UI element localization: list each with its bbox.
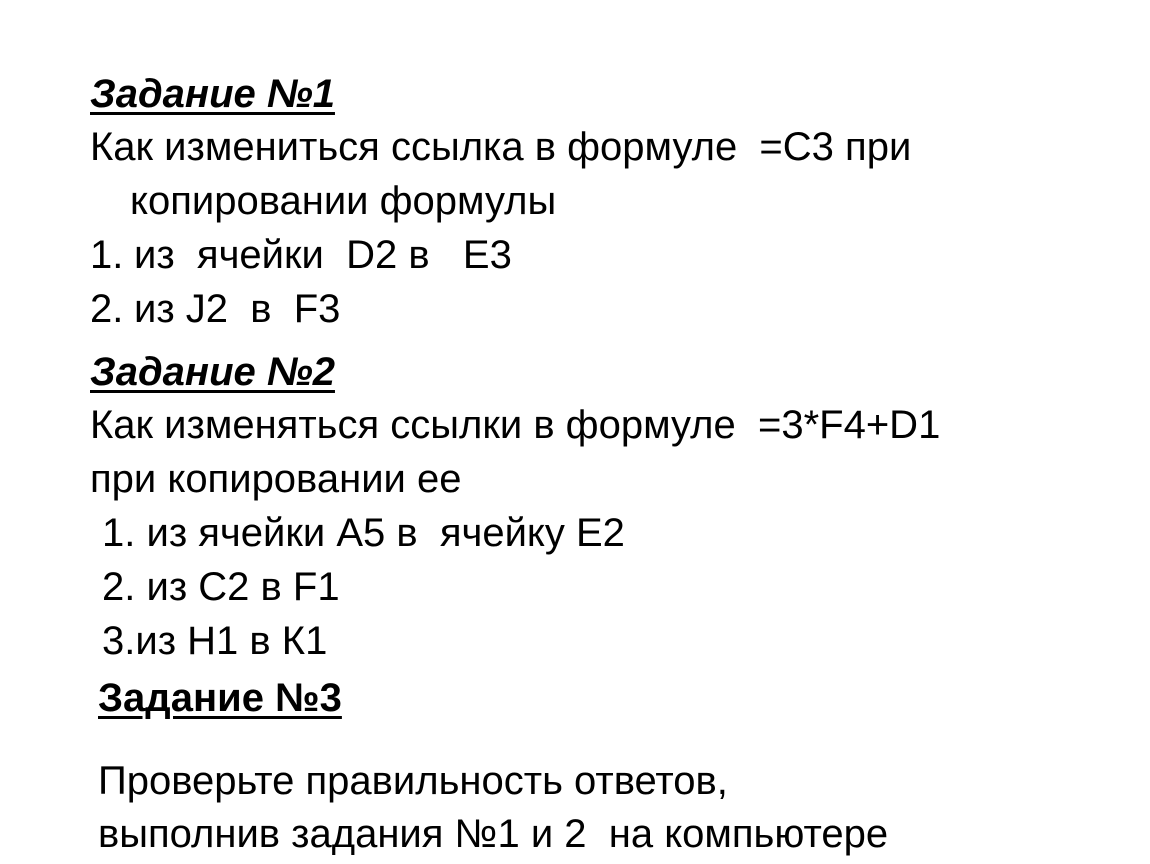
task2-question-line2: при копировании ее (90, 457, 462, 501)
task1-item2-number: 2. (90, 287, 124, 331)
task1-item1-text: из ячейки D2 в E3 (134, 233, 512, 277)
task1-question-line2: копировании формулы (130, 179, 557, 223)
task1-item2-text: из J2 в F3 (134, 287, 341, 331)
task2-item3: 3.из Н1 в К1 (102, 619, 328, 663)
task2-heading: Задание №2 (90, 350, 335, 394)
task3-text-line1: Проверьте правильность ответов, (98, 759, 728, 803)
task2-question-line1: Как изменяться ссылки в формуле =3*F4+D1 (90, 403, 941, 447)
task1-heading: Задание №1 (90, 72, 335, 116)
task1-item1-number: 1. (90, 233, 124, 277)
task2-item2: 2. из С2 в F1 (102, 565, 340, 609)
task3-heading: Задание №3 (98, 676, 342, 720)
task1-question-line1: Как измениться ссылка в формуле =С3 при (90, 125, 912, 169)
task3-text-line2: выполнив задания №1 и 2 на компьютере (98, 812, 889, 856)
task2-item1: 1. из ячейки А5 в ячейку Е2 (102, 511, 625, 555)
